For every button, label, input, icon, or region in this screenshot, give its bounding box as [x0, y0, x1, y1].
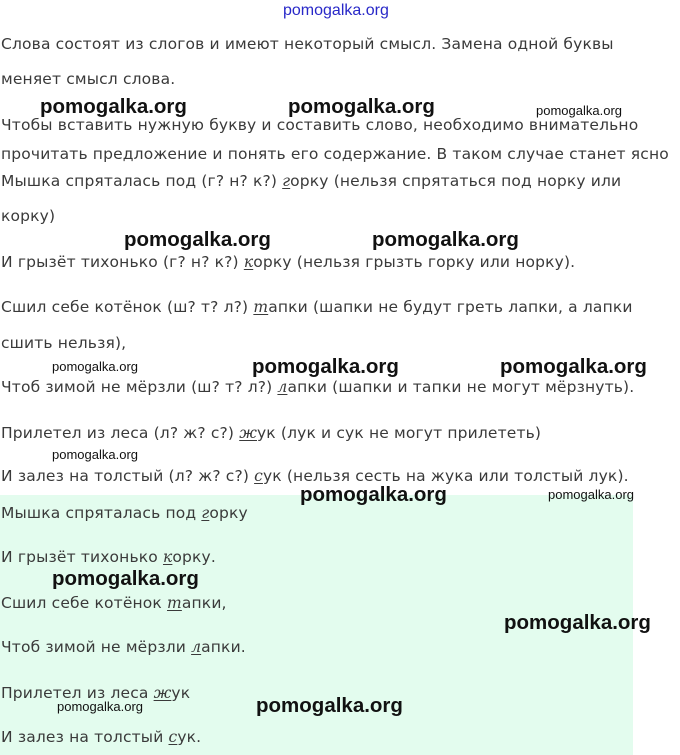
- answer-5-letter: ж: [153, 684, 172, 702]
- watermark: pomogalka.org: [288, 95, 435, 118]
- intro-p1-line2: меняет смысл слова.: [1, 70, 176, 88]
- explanation-2-pre: И грызёт тихонько (г? н? к?): [1, 253, 244, 271]
- explanation-3-post: апки (шапки не будут греть лапки, а лапки: [268, 298, 633, 316]
- explanation-1-pre: Мышка спряталась под (г? н? к?): [1, 172, 283, 190]
- answer-line-3: [1, 594, 227, 612]
- watermark-top: pomogalka.org: [283, 2, 389, 19]
- answer-6-pre: И залез на толстый: [1, 728, 169, 746]
- intro-p2-line2: прочитать предложение и понять его содержание. В таком случае станет ясно: [1, 145, 669, 162]
- answer-2-pre: И грызёт тихонько: [1, 548, 163, 566]
- answer-4-letter: л: [191, 638, 202, 656]
- explanation-6-letter: с: [254, 467, 263, 485]
- answer-6-post: ук.: [177, 728, 202, 746]
- explanation-line-1: [1, 172, 621, 190]
- answer-5-pre: Прилетел из леса: [1, 684, 154, 702]
- explanation-5-post: ук (лук и сук не могут прилететь): [256, 424, 542, 442]
- answer-1-post: орку: [209, 504, 248, 522]
- explanation-line-3: [1, 298, 633, 316]
- answer-1-pre: Мышка спряталась под: [1, 504, 202, 522]
- explanation-6-pre: И залез на толстый (л? ж? с?): [1, 467, 255, 485]
- intro-p2-line2-clipped: [0, 140, 680, 162]
- watermark: pomogalka.org: [256, 694, 403, 717]
- watermark: pomogalka.org: [548, 487, 634, 502]
- answer-line-2: [1, 548, 216, 566]
- explanation-line-2: [1, 253, 575, 271]
- explanation-3-pre: Сшил себе котёнок (ш? т? л?): [1, 298, 254, 316]
- answer-2-post: орку.: [172, 548, 216, 566]
- explanation-2-post: орку (нельзя грызть горку или норку).: [253, 253, 576, 271]
- answer-4-post: апки.: [201, 638, 246, 656]
- watermark: pomogalka.org: [300, 483, 447, 506]
- answer-1-letter: г: [201, 504, 210, 522]
- explanation-5-pre: Прилетел из леса (л? ж? с?): [1, 424, 240, 442]
- answer-3-pre: Сшил себе котёнок: [1, 594, 168, 612]
- explanation-4-letter: л: [277, 378, 288, 396]
- explanation-6-post: ук (нельзя сесть на жука или толстый лук).: [262, 467, 629, 485]
- answer-3-post: апки,: [181, 594, 227, 612]
- intro-p2-line1: Чтобы вставить нужную букву и составить слово, необходимо внимательно: [1, 116, 639, 134]
- watermark: pomogalka.org: [52, 359, 138, 374]
- answer-5-post: ук: [171, 684, 191, 702]
- answer-3-letter: т: [167, 594, 182, 612]
- watermark: pomogalka.org: [536, 103, 622, 118]
- explanation-2-letter: к: [243, 253, 254, 271]
- watermark: pomogalka.org: [40, 95, 187, 118]
- explanation-3-cont: сшить нельзя),: [1, 334, 127, 352]
- explanation-1-cont: корку): [1, 207, 56, 225]
- watermark: pomogalka.org: [52, 567, 199, 590]
- watermark: pomogalka.org: [372, 228, 519, 251]
- watermark: pomogalka.org: [252, 355, 399, 378]
- answer-line-4: [1, 638, 246, 656]
- answer-line-6: [1, 728, 201, 746]
- explanation-1-post: орку (нельзя спрятаться под норку или: [290, 172, 622, 190]
- watermark: pomogalka.org: [500, 355, 647, 378]
- answer-4-pre: Чтоб зимой не мёрзли: [1, 638, 192, 656]
- explanation-line-4: [1, 378, 634, 396]
- explanation-1-letter: г: [282, 172, 291, 190]
- explanation-3-letter: т: [253, 298, 269, 316]
- watermark: pomogalka.org: [504, 611, 651, 634]
- watermark: pomogalka.org: [57, 699, 143, 714]
- watermark: pomogalka.org: [52, 447, 138, 462]
- explanation-5-letter: ж: [239, 424, 257, 442]
- intro-p1-line1: Слова состоят из слогов и имеют некоторый смысл. Замена одной буквы: [1, 35, 614, 53]
- watermark: pomogalka.org: [124, 228, 271, 251]
- answer-line-1: [1, 504, 248, 522]
- explanation-4-pre: Чтоб зимой не мёрзли (ш? т? л?): [1, 378, 278, 396]
- answer-6-letter: с: [168, 728, 178, 746]
- explanation-4-post: апки (шапки и тапки не могут мёрзнуть).: [287, 378, 635, 396]
- explanation-line-5: [1, 424, 541, 442]
- answer-2-letter: к: [162, 548, 173, 566]
